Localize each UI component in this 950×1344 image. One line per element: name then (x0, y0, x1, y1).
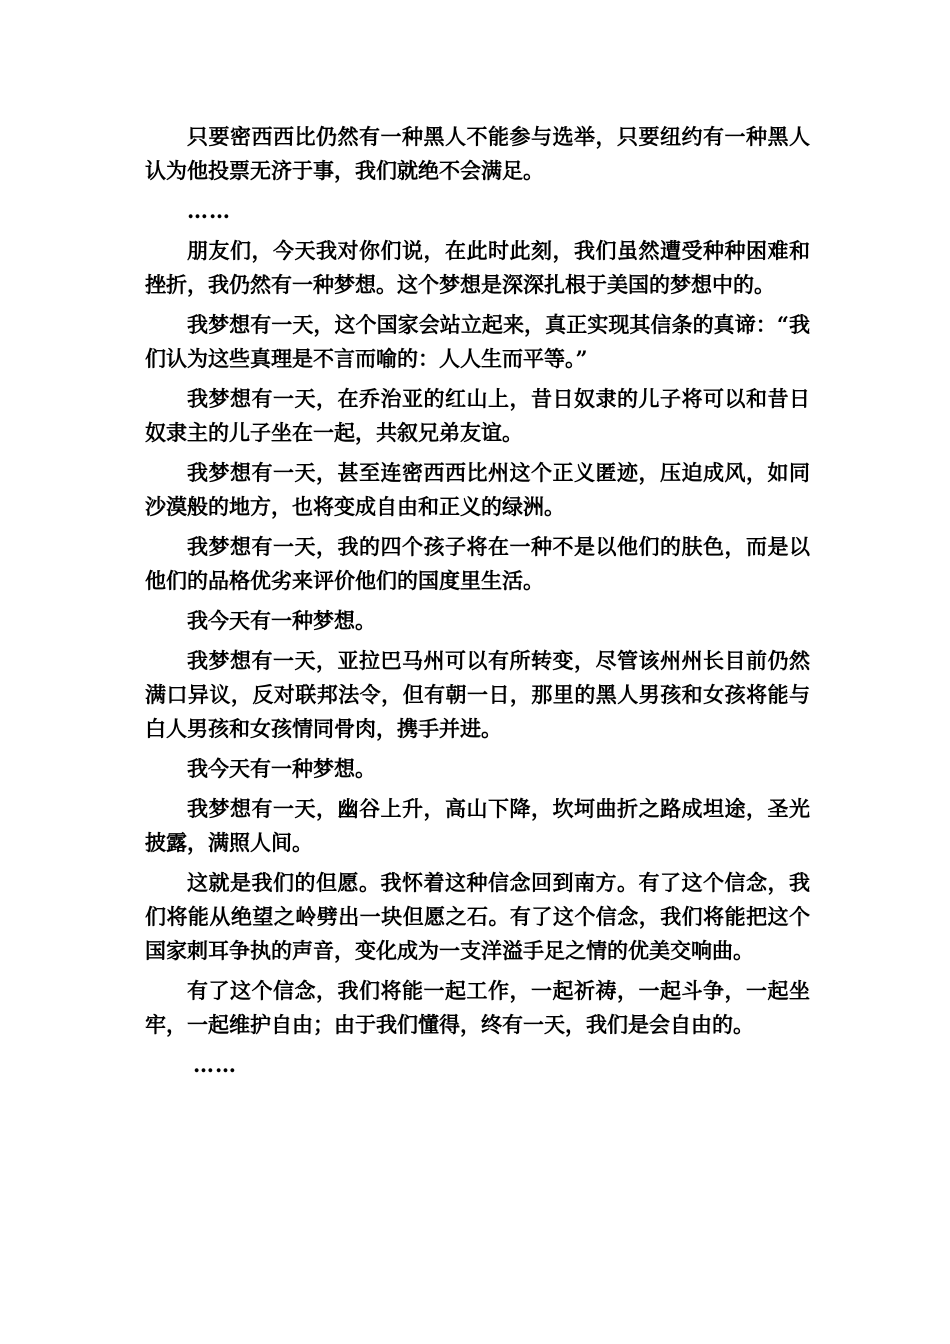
paragraph: 这就是我们的但愿。我怀着这种信念回到南方。有了这个信念，我们将能从绝望之岭劈出一块但愿之石。有了这个信念，我们将能把这个国家刺耳争执的声音，变化成为一支洋溢手足之情的优美交响曲。 (145, 870, 810, 963)
paragraph: 有了这个信念，我们将能一起工作，一起祈祷，一起斗争，一起坐牢，一起维护自由；由于我们懂得，终有一天，我们是会自由的。 (145, 978, 810, 1037)
paragraph: 我梦想有一天，这个国家会站立起来，真正实现其信条的真谛：“我们认为这些真理是不言而喻的：人人生而平等。” (145, 312, 810, 371)
paragraph: 我今天有一种梦想。 (187, 756, 376, 781)
paragraph: 我梦想有一天，甚至连密西西比州这个正义匿迹，压迫成风，如同沙漠般的地方，也将变成自由和正义的绿洲。 (145, 460, 810, 519)
document-body (145, 120, 810, 1088)
ellipsis: …… (193, 1052, 237, 1077)
paragraph: 我梦想有一天，在乔治亚的红山上，昔日奴隶的儿子将可以和昔日奴隶主的儿子坐在一起，共叙兄弟友谊。 (145, 386, 810, 445)
paragraph: 只要密西西比仍然有一种黑人不能参与选举，只要纽约有一种黑人认为他投票无济于事，我们就绝不会满足。 (145, 124, 810, 183)
ellipsis: …… (187, 198, 231, 223)
paragraph: 我梦想有一天，亚拉巴马州可以有所转变，尽管该州州长目前仍然满口异议，反对联邦法令，但有朝一日，那里的黑人男孩和女孩将能与白人男孩和女孩情同骨肉，携手并进。 (145, 648, 810, 741)
paragraph: 我今天有一种梦想。 (187, 608, 376, 633)
paragraph: 我梦想有一天，幽谷上升，高山下降，坎坷曲折之路成坦途，圣光披露，满照人间。 (145, 796, 810, 855)
paragraph: 朋友们，今天我对你们说，在此时此刻，我们虽然遭受种种困难和挫折，我仍然有一种梦想。这个梦想是深深扎根于美国的梦想中的。 (145, 238, 810, 297)
paragraph: 我梦想有一天，我的四个孩子将在一种不是以他们的肤色，而是以他们的品格优劣来评价他们的国度里生活。 (145, 534, 810, 593)
